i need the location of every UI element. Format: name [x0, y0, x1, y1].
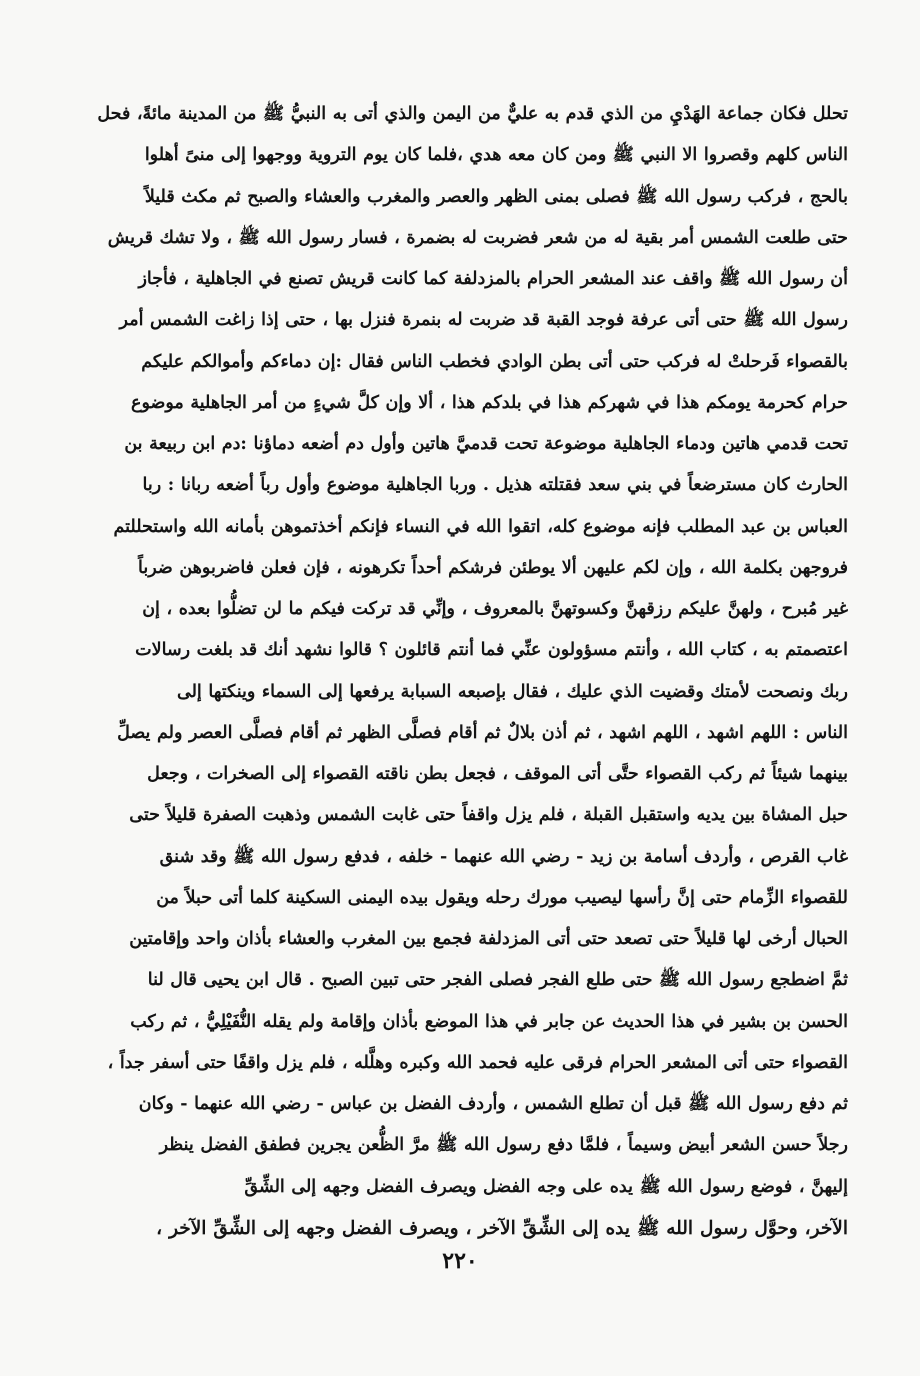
text-line: أن رسول الله ﷺ واقف عند المشعر الحرام بالمزدلفة كما كانت قريش تصنع في الجاهلية ، فأجاز: [138, 269, 848, 289]
text-line: الحبال أرخى لها قليلاً حتى تصعد حتى أتى المزدلفة فجمع بين المغرب والعشاء بأذان واحد وإقامتين: [129, 929, 848, 949]
text-line: حرام كحرمة يومكم هذا في شهركم هذا في بلدكم هذا ، ألا وإن كلَّ شيءٍ من أمر الجاهلية موضوع: [131, 392, 848, 413]
text-line: إليهنَّ ، فوضع رسول الله ﷺ يده على وجه الفضل ويصرف الفضل وجهه إلى الشِّقِّ: [244, 1176, 848, 1197]
text-line: تحت قدمي هاتين ودماء الجاهلية موضوعة تحت قدميَّ هاتين وأول دم أضعه دماؤنا :دم ابن ربيعة بن: [124, 434, 848, 454]
text-line: الحسن بن بشير في هذا الحديث عن جابر في هذا الموضع بأذان وإقامة ولم يقله النُّفَيْلِيُّ ، ثم ركب: [130, 1011, 848, 1032]
text-line: تحلل فكان جماعة الهَدْيِ من الذي قدم به عليٌّ من اليمن والذي أتى به النبيُّ ﷺ من المدينة مائةً، فحل: [97, 104, 848, 124]
text-line: بينهما شيئاً ثم ركب القصواء حتَّى أتى الموقف ، فجعل بطن ناقته القصواء إلى الصخرات ، وجعل: [147, 764, 848, 784]
text-line: بالحج ، فركب رسول الله ﷺ فصلى بمنى الظهر والعصر والمغرب والعشاء والصبح ثم مكث قليلاً: [144, 186, 848, 207]
text-line: الناس : اللهم اشهد ، اللهم اشهد ، ثم أذن بلالٌ ثم أقام فصلَّى الظهر ثم أقام فصلَّى العصر ولم يصلِّ: [117, 722, 848, 743]
text-line: غير مُبرح ، ولهنَّ عليكم رزقهنَّ وكسوتهنَّ بالمعروف ، وإنِّي قد تركت فيكم ما لن تضلُّوا بعده ، إن: [142, 599, 848, 619]
text-line: حبل المشاة بين يديه واستقبل القبلة ، فلم يزل واقفاً حتى غابت الشمس وذهبت الصفرة قليلاً حتى: [129, 805, 848, 826]
text-line: الحارث كان مسترضعاً في بني سعد فقتلته هذيل . وربا الجاهلية موضوع وأول رباً أضعه ربانا : ربا: [142, 475, 848, 496]
text-line: حتى طلعت الشمس أمر بقية له من شعر فضربت له بضمرة ، فسار رسول الله ﷺ ، ولا تشك قريش: [107, 227, 848, 248]
text-line: فروجهن بكلمة الله ، وإن لكم عليهن ألا يوطئن فرشكم أحداً تكرهونه ، فإن فعلن فاضربوهن ضرباً: [138, 557, 848, 578]
text-line: للقصواء الزِّمام حتى إنَّ رأسها ليصيب مورك رحله ويقول بيده اليمنى السكينة كلما أتى حبلاً من: [156, 887, 848, 908]
body-text: [96, 94, 848, 1249]
text-line: غاب القرص ، وأردف أسامة بن زيد - رضي الله عنهما - خلفه ، فدفع رسول الله ﷺ وقد شنق: [159, 846, 848, 867]
text-line: رجلاً حسن الشعر أبيض وسيماً ، فلمَّا دفع رسول الله ﷺ مرَّ الظُّعن يجرين فطفق الفضل ينظر: [159, 1135, 848, 1156]
text-line: العباس بن عبد المطلب فإنه موضوع كله، اتقوا الله في النساء فإنكم أخذتموهن بأمانه الله واستحللتم: [113, 516, 848, 537]
text-line: بالقصواء فَرحلتْ له فركب حتى أتى بطن الوادي فخطب الناس فقال :إن دماءكم وأموالكم عليكم: [141, 351, 848, 372]
text-line: اعتصمتم به ، كتاب الله ، وأنتم مسؤولون عنِّي فما أنتم قائلون ؟ قالوا نشهد أنك قد بلغت رسالات: [135, 640, 848, 661]
text-line: الناس كلهم وقصروا الا النبي ﷺ ومن كان معه هدي ،فلما كان يوم التروية ووجهوا إلى منىً أهلوا: [144, 145, 848, 166]
text-line: ثمَّ اضطجع رسول الله ﷺ حتى طلع الفجر فصلى الفجر حتى تبين الصبح . قال ابن يحيى قال لنا: [147, 970, 848, 991]
text-line: ثم دفع رسول الله ﷺ قبل أن تطلع الشمس ، وأردف الفضل بن عباس - رضي الله عنهما - وكان: [138, 1094, 848, 1114]
text-line: القصواء حتى أتى المشعر الحرام فرقى عليه فحمد الله وكبره وهلَّله ، فلم يزل واقفًا حتى أسفر جداً ،: [107, 1052, 848, 1073]
text-line: رسول الله ﷺ حتى أتى عرفة فوجد القبة قد ضربت له بنمرة فنزل بها ، حتى إذا زاغت الشمس أمر: [119, 310, 848, 331]
text-line: الآخر، وحوَّل رسول الله ﷺ يده إلى الشِّقِّ الآخر ، ويصرف الفضل وجهه إلى الشِّقِّ الآخر ،: [156, 1217, 848, 1239]
page-number: ٢٢٠: [442, 1248, 478, 1274]
text-line: ربك ونصحت لأمتك وقضيت الذي عليك ، فقال بإصبعه السبابة يرفعها إلى السماء وينكتها إلى: [176, 681, 848, 702]
